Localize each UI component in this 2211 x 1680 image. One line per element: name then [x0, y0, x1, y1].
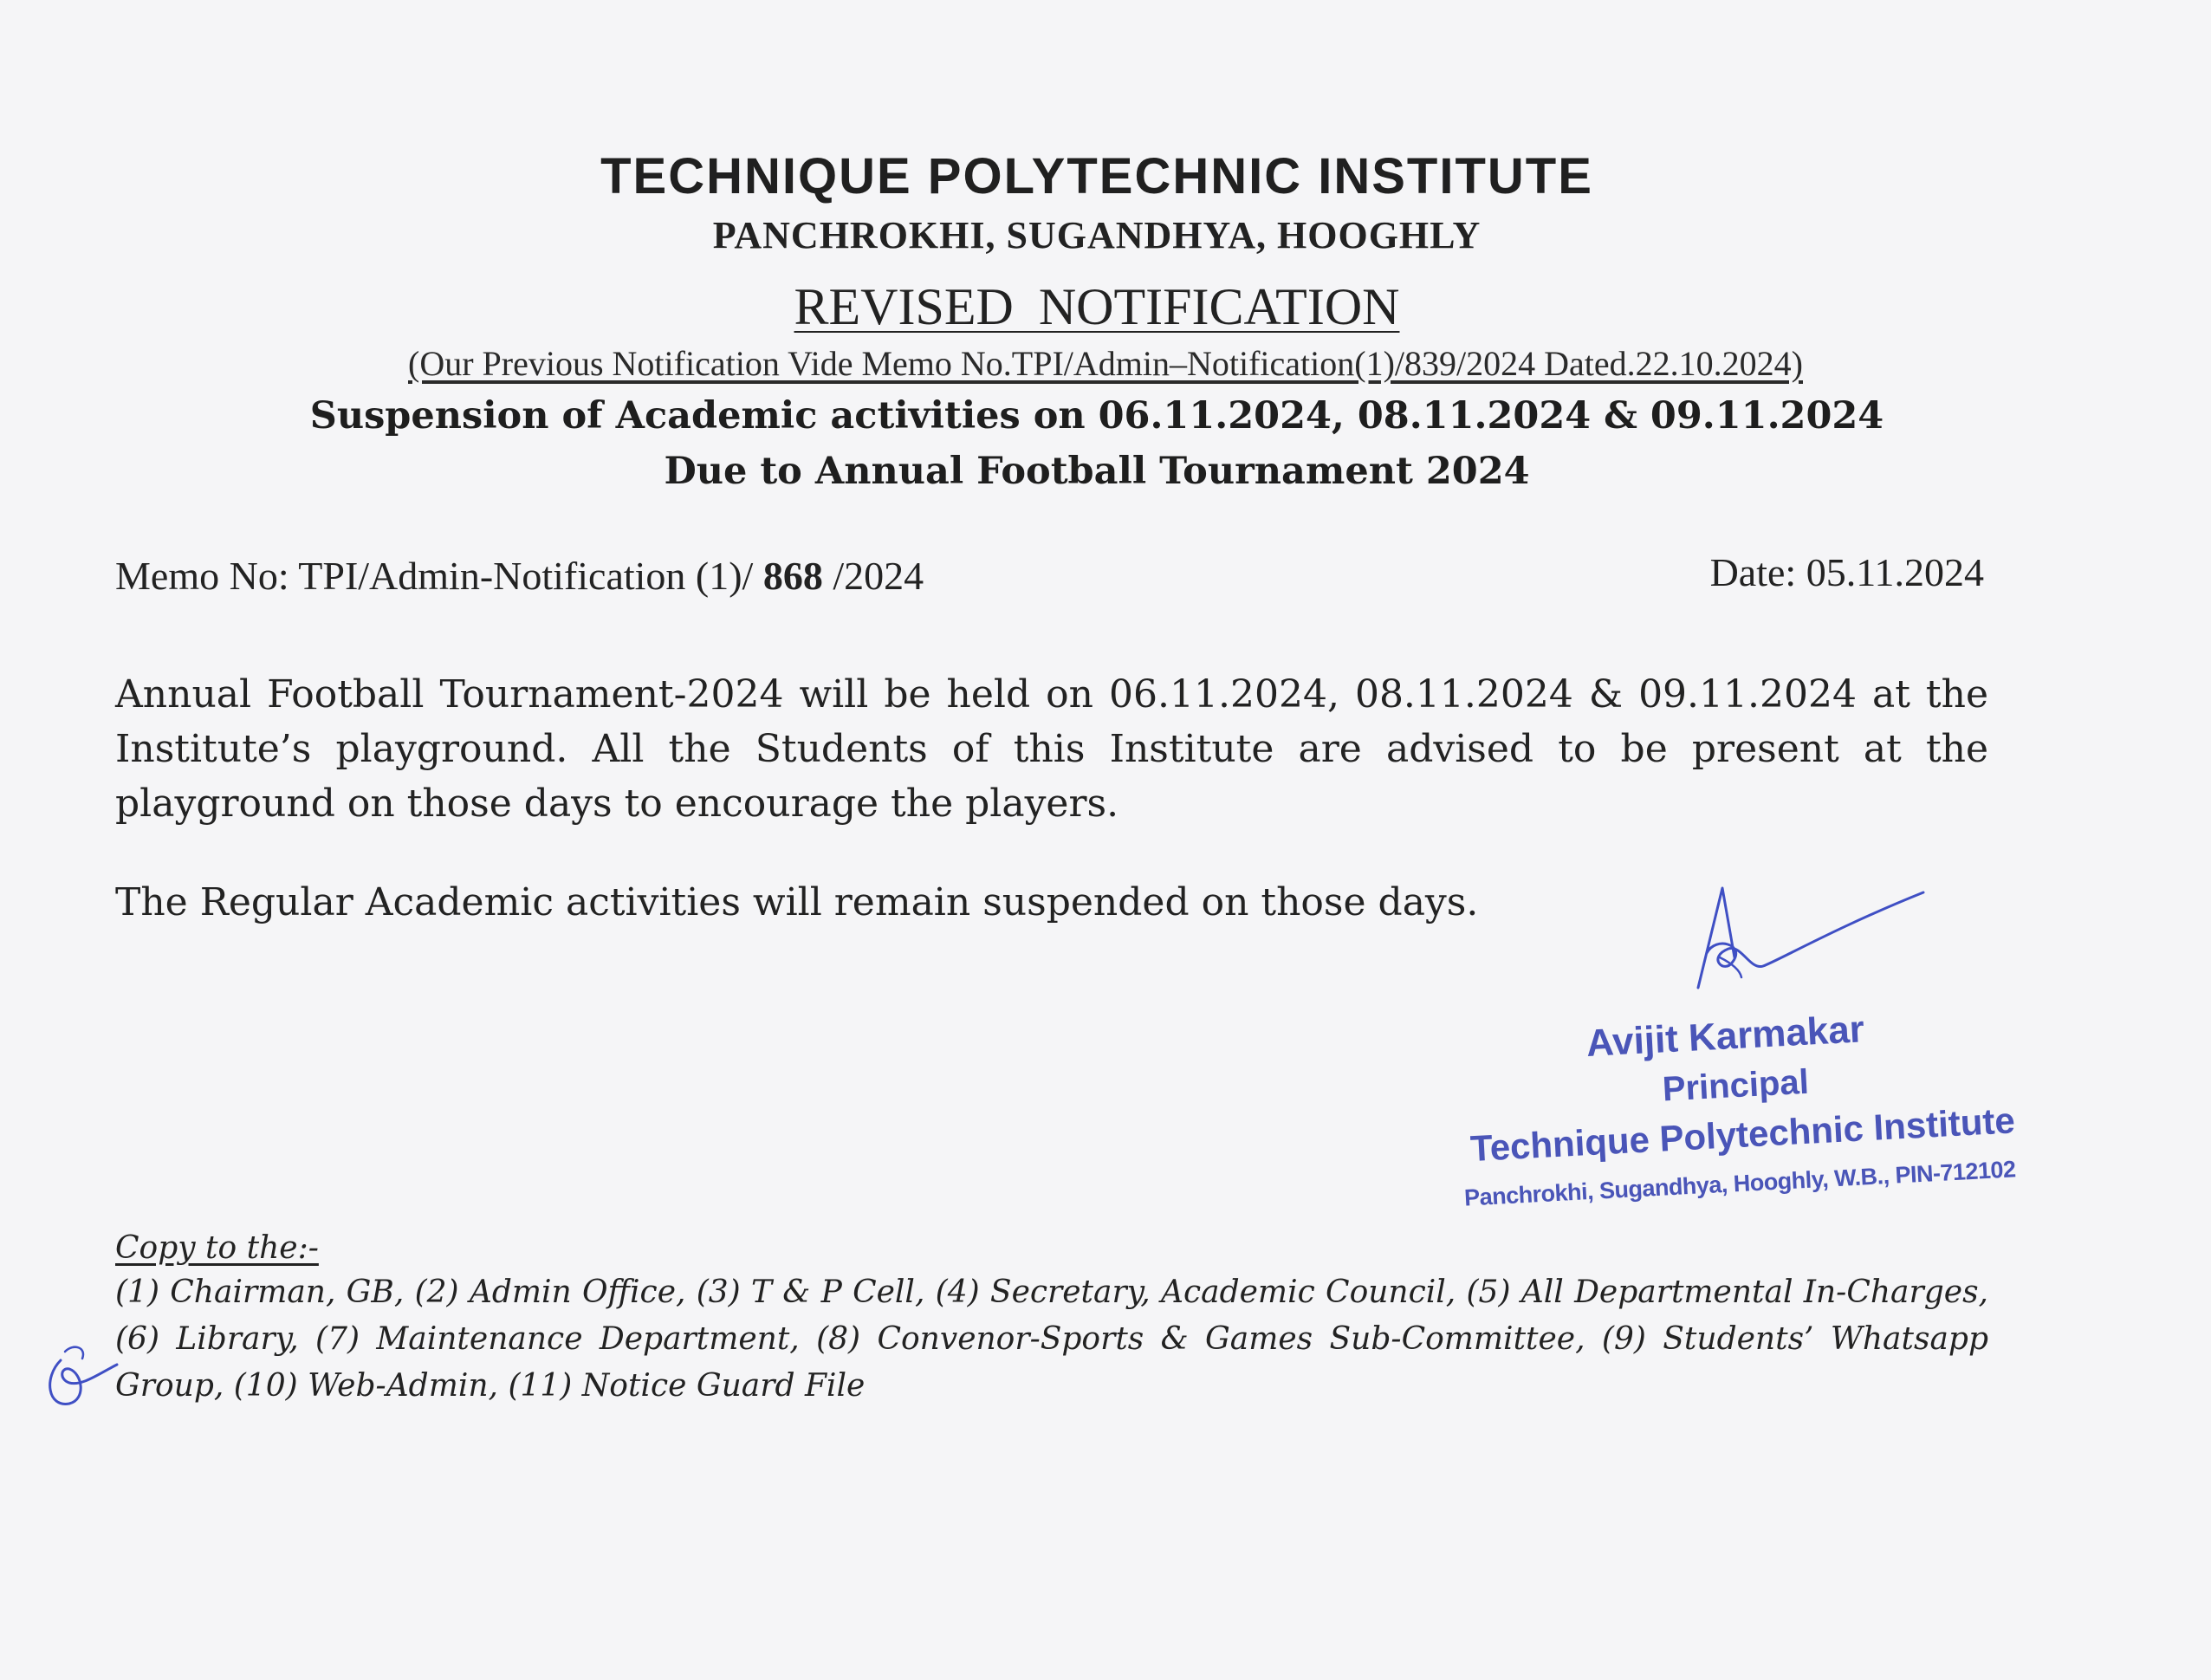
- institute-address: PANCHROKHI, SUGANDHYA, HOOGHLY: [712, 214, 1482, 256]
- memo-prefix: Memo No: TPI/Admin-Notification (1)/: [115, 554, 763, 598]
- stamp-name: Avijit Karmakar: [1585, 1008, 1866, 1065]
- notice-date: Date: 05.11.2024: [1709, 550, 1984, 594]
- stamp-address: Panchrokhi, Sugandhya, Hooghly, W.B., PIN-712102: [1463, 1156, 2017, 1211]
- body-paragraph-1: Annual Football Tournament-2024 will be held on 06.11.2024, 08.11.2024 & 09.11.2024 at the Institute’s playground. All the Students of this Institute are advised to be present at the playground on those days to encourage the players.: [115, 672, 1988, 826]
- subject-line-2: Due to Annual Football Tournament 2024: [664, 450, 1530, 493]
- copy-to-heading: Copy to the:-: [115, 1230, 319, 1266]
- subject-line-1: Suspension of Academic activities on 06.11.2024, 08.11.2024 & 09.11.2024: [309, 394, 1884, 438]
- memo-serial: 868: [762, 554, 823, 598]
- institute-name: TECHNIQUE POLYTECHNIC INSTITUTE: [600, 148, 1593, 204]
- copy-to-recipients: (1) Chairman, GB, (2) Admin Office, (3) T & P Cell, (4) Secretary, Academic Council, (5) All Departmental In-Charges, (6) Library, (7) Maintenance Department, (8) Convenor-Sports & Games Sub-Committee, (9) Students’ Whatsapp Group, (10) Web-Admin, (11) Notice Guard File: [115, 1275, 1988, 1404]
- principal-stamp: [1421, 997, 2072, 1238]
- memo-suffix: /2024: [822, 554, 924, 598]
- notification-title: REVISED NOTIFICATION: [794, 278, 1400, 335]
- handwritten-initials: [35, 1326, 130, 1421]
- body-paragraph-2: The Regular Academic activities will remain suspended on those days.: [115, 880, 1479, 924]
- memo-number: [115, 553, 924, 599]
- previous-notification-reference: (Our Previous Notification Vide Memo No.TPI/Admin–Notification(1)/839/2024 Dated.22.10.2024): [408, 344, 1803, 383]
- principal-signature: [1681, 875, 1941, 1005]
- stamp-institute: Technique Polytechnic Institute: [1469, 1099, 2016, 1170]
- stamp-designation: Principal: [1661, 1062, 1810, 1109]
